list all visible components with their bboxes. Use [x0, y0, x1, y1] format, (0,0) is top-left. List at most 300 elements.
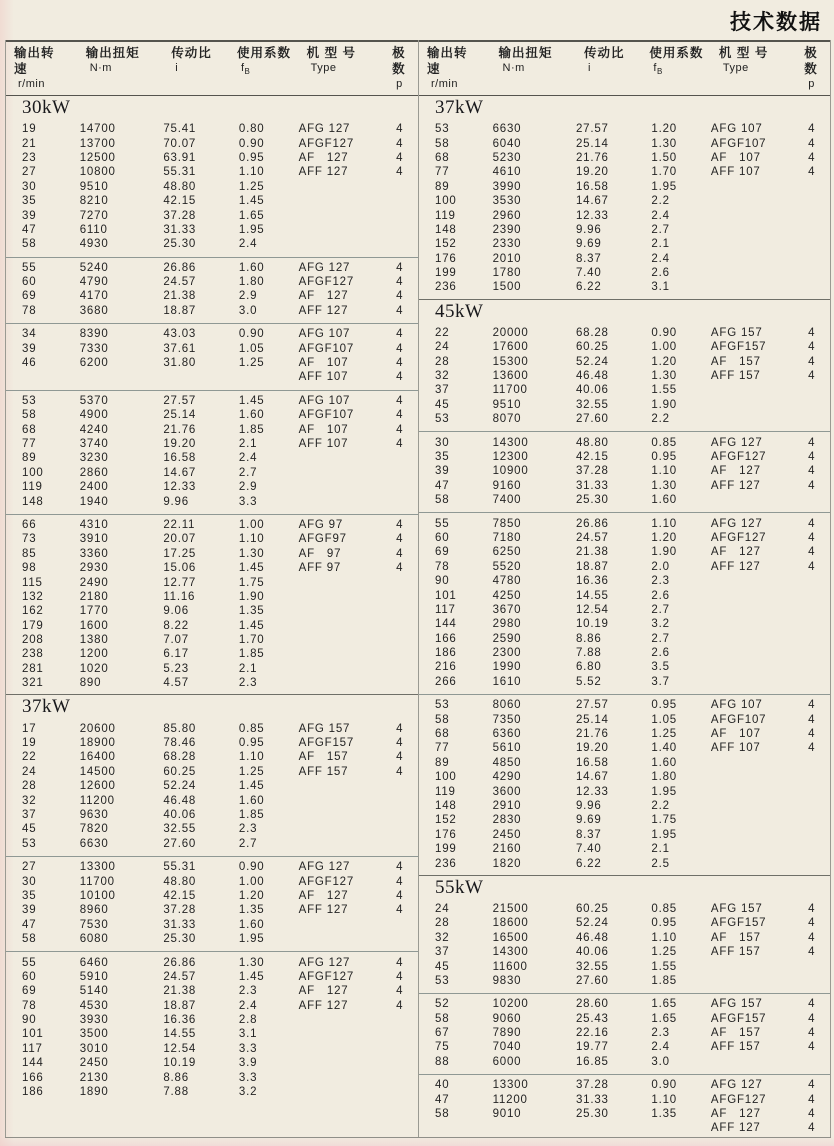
cell-service-factor: 3.3 [238, 495, 258, 508]
cell-ratio: 21.38 [163, 290, 197, 303]
table-row [419, 902, 830, 916]
cell-model-type: AFG 157 [298, 722, 351, 735]
table-block [6, 719, 418, 855]
cell-output-speed: 216 [435, 661, 457, 674]
table-row [6, 561, 418, 575]
cell-service-factor: 3.9 [238, 1057, 258, 1070]
table-row [6, 208, 418, 222]
cell-service-factor: 2.4 [238, 238, 258, 251]
cell-service-factor: 1.75 [651, 814, 677, 827]
cell-service-factor: 1.10 [238, 751, 265, 764]
cell-output-speed: 69 [22, 290, 37, 303]
cell-output-torque: 7180 [492, 531, 522, 544]
cell-output-torque: 11200 [492, 1093, 528, 1106]
cell-output-torque: 4900 [79, 409, 109, 422]
cell-output-speed: 30 [22, 180, 37, 193]
table-row [6, 860, 418, 874]
cell-ratio: 27.57 [575, 699, 609, 712]
cell-poles: 4 [808, 917, 816, 930]
table-row [6, 633, 418, 647]
cell-poles: 4 [396, 518, 404, 531]
cell-output-torque: 9830 [492, 974, 522, 987]
cell-ratio: 14.55 [163, 1028, 197, 1041]
cell-service-factor: 1.95 [238, 223, 265, 236]
cell-poles: 4 [808, 998, 816, 1011]
cell-output-speed: 53 [22, 837, 37, 850]
cell-model-type: AF 127 [298, 889, 349, 902]
cell-output-torque: 6040 [492, 137, 522, 150]
cell-output-torque: 8070 [492, 413, 522, 426]
cell-output-torque: 3680 [79, 304, 109, 317]
cell-output-speed: 53 [22, 394, 37, 407]
cell-poles: 4 [396, 765, 404, 778]
cell-service-factor: 2.5 [651, 857, 670, 870]
cell-service-factor: 1.20 [651, 123, 677, 136]
cell-service-factor: 0.90 [238, 861, 265, 874]
cell-poles: 4 [808, 370, 816, 383]
header-label-en: Type [310, 62, 337, 74]
cell-service-factor: 2.1 [651, 238, 670, 251]
block-divider-line [6, 514, 418, 515]
cell-output-torque: 8210 [79, 195, 109, 208]
cell-service-factor: 2.2 [651, 195, 670, 208]
cell-output-speed: 101 [435, 589, 457, 602]
cell-output-speed: 117 [22, 1042, 43, 1055]
cell-ratio: 42.15 [575, 451, 609, 463]
cell-output-torque: 7350 [492, 713, 522, 726]
cell-model-type: AFGF127 [710, 1093, 767, 1106]
cell-output-speed: 39 [435, 465, 450, 478]
cell-poles: 4 [396, 722, 404, 735]
cell-ratio: 85.80 [163, 722, 197, 735]
table-row [419, 165, 830, 179]
cell-output-speed: 39 [22, 342, 37, 355]
cell-output-torque: 13700 [79, 137, 116, 150]
table-row [6, 422, 418, 436]
section-label: 37kW [22, 696, 71, 718]
cell-output-torque: 1600 [79, 619, 109, 632]
cell-ratio: 24.57 [575, 531, 609, 544]
cell-service-factor: 1.55 [651, 384, 677, 397]
cell-ratio: 25.43 [575, 1012, 609, 1025]
table-row [6, 223, 418, 237]
cell-ratio: 6.80 [575, 661, 602, 674]
table-row [419, 252, 830, 266]
table-row [6, 932, 418, 946]
cell-output-speed: 58 [22, 933, 37, 946]
table-block [419, 324, 830, 431]
cell-model-type: AFGF107 [298, 342, 355, 355]
cell-ratio: 25.30 [163, 933, 197, 946]
cell-service-factor: 2.9 [238, 481, 258, 494]
cell-output-torque: 9510 [492, 398, 522, 411]
cell-poles: 4 [396, 423, 404, 436]
cell-ratio: 48.80 [163, 180, 197, 193]
table-row [6, 918, 418, 932]
cell-service-factor: 2.4 [651, 1041, 670, 1054]
cell-output-speed: 100 [435, 195, 457, 208]
cell-service-factor: 2.9 [238, 290, 258, 303]
cell-output-speed: 100 [435, 771, 457, 784]
table-row [419, 180, 830, 194]
cell-poles: 4 [396, 904, 404, 917]
cell-ratio: 24.57 [163, 970, 197, 983]
cell-service-factor: 1.25 [238, 357, 265, 370]
cell-output-torque: 6110 [79, 223, 108, 236]
table-row [419, 237, 830, 251]
table-row [419, 828, 830, 842]
cell-service-factor: 1.35 [238, 605, 265, 618]
cell-ratio: 37.61 [163, 342, 197, 355]
cell-output-speed: 58 [435, 494, 450, 507]
cell-output-speed: 53 [435, 974, 450, 987]
cell-output-torque: 2450 [492, 828, 522, 841]
cell-service-factor: 2.4 [651, 209, 670, 222]
table-row [6, 237, 418, 251]
table-row [419, 412, 830, 426]
cell-ratio: 42.15 [163, 889, 197, 902]
cell-ratio: 7.40 [575, 267, 602, 280]
cell-output-speed: 78 [22, 304, 37, 317]
table-row [6, 261, 418, 275]
cell-model-type: AFG 157 [710, 326, 763, 339]
cell-output-torque: 1200 [79, 648, 109, 661]
cell-ratio: 14.67 [575, 195, 609, 208]
cell-ratio: 9.06 [163, 605, 189, 618]
header-cell-poles [382, 45, 418, 91]
cell-model-type: AFGF157 [298, 737, 355, 750]
table-row [419, 916, 830, 930]
cell-output-torque: 2130 [79, 1071, 109, 1084]
table-row [6, 480, 418, 494]
table-row [6, 289, 418, 303]
cell-output-speed: 24 [22, 765, 37, 778]
table-row [419, 646, 830, 660]
cell-output-torque: 2910 [492, 799, 522, 812]
table-row [6, 122, 418, 136]
table-row [419, 326, 830, 340]
cell-model-type: AFGF127 [298, 970, 355, 983]
cell-output-torque: 20600 [79, 722, 116, 735]
cell-output-torque: 4930 [79, 238, 109, 251]
cell-service-factor: 2.6 [651, 589, 670, 602]
header-cell-torque [68, 45, 152, 91]
header-cell-torque [481, 45, 564, 91]
table-row [419, 516, 830, 530]
table-row [419, 603, 830, 617]
cell-ratio: 22.16 [575, 1027, 609, 1040]
cell-output-speed: 52 [435, 998, 450, 1011]
cell-model-type: AFF 127 [298, 166, 349, 179]
table-row [419, 194, 830, 208]
cell-service-factor: 2.6 [651, 267, 670, 280]
cell-poles: 4 [808, 699, 816, 712]
table-row [6, 136, 418, 150]
cell-service-factor: 1.10 [238, 166, 265, 179]
cell-service-factor: 1.05 [238, 342, 265, 355]
header-label-en: r/min [18, 78, 45, 90]
cell-poles: 4 [396, 371, 404, 384]
cell-output-torque: 9630 [79, 808, 109, 821]
cell-output-torque: 2390 [492, 223, 522, 236]
cell-service-factor: 1.85 [238, 808, 265, 821]
cell-service-factor: 1.80 [238, 276, 265, 289]
cell-service-factor: 0.90 [651, 1079, 677, 1092]
cell-ratio: 25.30 [163, 238, 197, 251]
cell-ratio: 37.28 [163, 209, 197, 222]
table-row [6, 604, 418, 618]
table-row [6, 466, 418, 480]
cell-output-speed: 144 [22, 1057, 44, 1070]
cell-poles: 4 [808, 341, 816, 354]
cell-output-speed: 46 [22, 357, 37, 370]
cell-ratio: 18.87 [163, 304, 197, 317]
cell-output-torque: 4290 [492, 771, 522, 784]
cell-output-speed: 69 [22, 985, 37, 998]
cell-service-factor: 1.35 [651, 1108, 677, 1121]
block-divider-line [419, 694, 830, 695]
cell-output-torque: 10800 [79, 166, 116, 179]
cell-output-torque: 2400 [79, 481, 109, 494]
cell-ratio: 27.60 [163, 837, 197, 850]
cell-poles: 4 [396, 861, 404, 874]
cell-model-type: AFF 107 [710, 166, 761, 179]
cell-service-factor: 1.95 [651, 785, 677, 798]
cell-output-speed: 73 [22, 533, 37, 546]
cell-output-speed: 37 [22, 808, 37, 821]
table-row [419, 435, 830, 449]
cell-service-factor: 1.65 [238, 209, 265, 222]
cell-output-speed: 55 [22, 261, 37, 274]
cell-output-torque: 6630 [492, 123, 522, 136]
cell-model-type: AFF 127 [298, 999, 349, 1012]
table-block [419, 900, 830, 992]
cell-ratio: 12.33 [575, 785, 609, 798]
cell-service-factor: 2.8 [238, 1014, 258, 1027]
table-block [419, 514, 830, 693]
cell-output-torque: 9060 [492, 1012, 522, 1025]
cell-output-torque: 9160 [492, 479, 522, 492]
header-label-zh: 输出转速 [427, 46, 468, 76]
cell-service-factor: 1.30 [651, 479, 677, 492]
cell-output-torque: 7400 [492, 494, 522, 507]
cell-ratio: 19.20 [575, 742, 609, 755]
cell-service-factor: 1.65 [651, 1012, 677, 1025]
cell-output-speed: 60 [22, 970, 37, 983]
cell-output-speed: 176 [435, 252, 457, 265]
header-label-en: p [396, 78, 403, 90]
cell-model-type: AF 127 [710, 546, 761, 559]
table-row [419, 997, 830, 1011]
header-label-zh: 输出扭矩 [498, 46, 553, 60]
table-row [419, 354, 830, 368]
table-block [6, 325, 418, 389]
cell-ratio: 19.20 [575, 166, 609, 179]
cell-model-type: AFG 97 [298, 518, 344, 531]
cell-output-torque: 14300 [492, 946, 529, 959]
cell-output-speed: 236 [435, 281, 457, 294]
table-row [419, 632, 830, 646]
cell-ratio: 70.07 [163, 137, 197, 150]
cell-output-torque: 11700 [492, 384, 528, 397]
header-cell-factor [231, 45, 293, 91]
cell-poles: 4 [396, 123, 404, 136]
cell-output-speed: 101 [22, 1028, 44, 1041]
cell-ratio: 4.57 [163, 677, 189, 690]
cell-poles: 4 [396, 737, 404, 750]
header-cell-speed [6, 45, 68, 91]
cell-output-speed: 186 [22, 1086, 44, 1099]
table-row [6, 275, 418, 289]
cell-output-speed: 89 [435, 180, 450, 193]
table-block [419, 1076, 830, 1138]
cell-output-torque: 3670 [492, 603, 522, 616]
cell-output-speed: 90 [22, 1014, 37, 1027]
cell-output-speed: 67 [435, 1027, 450, 1040]
cell-ratio: 60.25 [575, 341, 609, 354]
cell-output-speed: 119 [22, 481, 43, 494]
cell-output-speed: 19 [22, 737, 37, 750]
cell-poles: 4 [396, 137, 404, 150]
cell-ratio: 5.52 [575, 675, 602, 688]
cell-output-torque: 5370 [79, 394, 109, 407]
cell-service-factor: 1.45 [238, 562, 265, 575]
cell-service-factor: 0.95 [651, 917, 677, 930]
table-row [419, 1026, 830, 1040]
cell-poles: 4 [808, 355, 816, 368]
cell-model-type: AF 127 [710, 465, 761, 478]
cell-ratio: 8.37 [575, 252, 602, 265]
cell-output-torque: 3910 [79, 533, 109, 546]
block-divider-line [6, 390, 418, 391]
cell-ratio: 46.48 [575, 370, 609, 383]
cell-output-torque: 2960 [492, 209, 522, 222]
cell-ratio: 25.30 [575, 1108, 609, 1121]
cell-ratio: 37.28 [575, 1079, 609, 1092]
cell-ratio: 68.28 [163, 751, 197, 764]
cell-service-factor: 1.60 [651, 494, 677, 507]
cell-output-torque: 11200 [79, 794, 115, 807]
cell-output-speed: 68 [435, 151, 450, 164]
table-row [419, 784, 830, 798]
cell-service-factor: 1.65 [651, 998, 677, 1011]
cell-service-factor: 3.0 [651, 1055, 670, 1068]
table-row [6, 590, 418, 604]
cell-output-speed: 45 [22, 823, 37, 836]
cell-output-speed: 47 [22, 223, 37, 236]
cell-model-type: AFGF107 [298, 409, 355, 422]
table-row [419, 813, 830, 827]
cell-output-torque: 6360 [492, 728, 522, 741]
cell-service-factor: 1.10 [651, 517, 677, 530]
cell-output-speed: 53 [435, 699, 450, 712]
table-row [419, 698, 830, 712]
table-row [419, 842, 830, 856]
cell-output-speed: 132 [22, 590, 44, 603]
cell-model-type: AFF 127 [298, 904, 349, 917]
table-row [6, 874, 418, 888]
cell-output-speed: 148 [435, 799, 457, 812]
table-row [419, 1040, 830, 1054]
header-cell-model [293, 45, 383, 91]
cell-model-type: AF 157 [710, 355, 761, 368]
cell-model-type: AF 127 [298, 985, 349, 998]
table-header-row [419, 40, 830, 96]
cell-output-torque: 4610 [492, 166, 522, 179]
cell-model-type: AFF 97 [298, 562, 342, 575]
table-block [6, 392, 418, 513]
cell-poles: 4 [396, 985, 404, 998]
cell-output-speed: 89 [22, 452, 37, 465]
cell-output-speed: 60 [22, 276, 37, 289]
cell-output-speed: 115 [22, 576, 43, 589]
cell-service-factor: 1.00 [238, 518, 265, 531]
cell-model-type: AFGF157 [710, 917, 767, 930]
cell-service-factor: 2.7 [651, 632, 670, 645]
cell-poles: 4 [808, 931, 816, 944]
table-row [6, 984, 418, 998]
cell-service-factor: 0.95 [651, 451, 677, 463]
table-row [6, 736, 418, 750]
cell-output-speed: 45 [435, 398, 450, 411]
cell-service-factor: 0.90 [651, 326, 677, 339]
cell-service-factor: 0.80 [238, 123, 265, 136]
cell-output-speed: 47 [22, 918, 37, 931]
cell-model-type: AFGF127 [710, 451, 767, 463]
cell-service-factor: 3.2 [238, 1086, 258, 1099]
table-column-right [418, 40, 831, 1137]
cell-service-factor: 1.90 [238, 590, 265, 603]
cell-output-speed: 77 [435, 166, 450, 179]
cell-ratio: 60.25 [163, 765, 197, 778]
cell-service-factor: 1.85 [238, 648, 265, 661]
cell-output-torque: 10200 [492, 998, 529, 1011]
cell-model-type: AFF 127 [710, 560, 761, 573]
cell-service-factor: 3.3 [238, 1071, 258, 1084]
section-label: 30kW [22, 97, 71, 118]
table-block [6, 953, 418, 1103]
cell-service-factor: 2.7 [651, 603, 670, 616]
table-row [419, 799, 830, 813]
cell-ratio: 25.14 [575, 137, 609, 150]
cell-output-speed: 21 [22, 137, 37, 150]
cell-service-factor: 1.90 [651, 398, 677, 411]
table-row [419, 450, 830, 464]
cell-output-speed: 22 [22, 751, 37, 764]
cell-output-speed: 35 [22, 195, 37, 208]
cell-output-torque: 890 [79, 677, 102, 690]
cell-poles: 4 [808, 1108, 816, 1121]
table-row [419, 340, 830, 354]
cell-service-factor: 2.7 [651, 223, 670, 236]
cell-output-torque: 7330 [79, 342, 109, 355]
cell-model-type: AFG 157 [710, 902, 763, 915]
cell-output-torque: 9510 [79, 180, 109, 193]
cell-service-factor: 1.30 [651, 370, 677, 383]
cell-ratio: 32.55 [163, 823, 197, 836]
block-divider-line [419, 431, 830, 432]
cell-output-speed: 32 [435, 370, 450, 383]
table-row [6, 889, 418, 903]
cell-output-torque: 8960 [79, 904, 109, 917]
table-row [419, 712, 830, 726]
cell-ratio: 63.91 [163, 151, 197, 164]
cell-output-torque: 7850 [492, 517, 522, 530]
table-row [419, 931, 830, 945]
cell-ratio: 12.33 [163, 481, 197, 494]
table-block [419, 433, 830, 511]
cell-output-speed: 47 [435, 479, 450, 492]
